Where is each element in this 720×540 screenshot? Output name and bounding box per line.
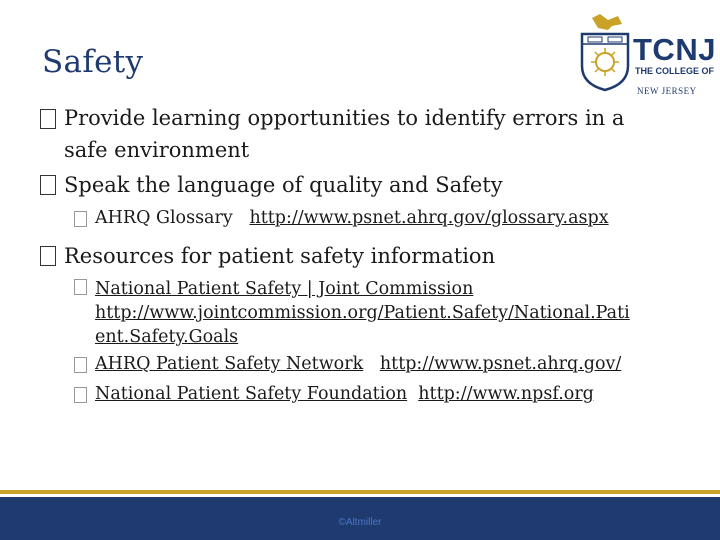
resource-link[interactable]: http://www.psnet.ahrq.gov/ [379,354,622,374]
logo-subtitle: THE COLLEGE OF [635,66,715,76]
bullet-item [40,102,700,166]
sub-bullet-item [40,203,700,233]
bullet-box-icon [74,387,87,403]
resource-label[interactable]: AHRQ Patient Safety Network [95,354,364,374]
logo-wordmark: TCNJ [633,32,716,67]
sub-bullet-item [40,274,700,349]
sub-bullet-item [40,379,700,409]
sub-bullet-item [40,349,700,379]
resource-label: AHRQ Glossary [95,208,233,228]
resource-label[interactable]: National Patient Safety Foundation [95,384,408,404]
bullet-text: Resources for patient safety information [64,244,496,268]
resource-link[interactable]: http://www.npsf.org [418,384,594,404]
resource-link[interactable]: http://www.jointcommission.org/Patient.Safety/National.Pati [95,303,630,323]
bullet-box-icon [74,279,87,295]
bullet-text: Speak the language of quality and Safety [64,173,503,197]
resource-label[interactable]: National Patient Safety | Joint Commission [95,279,474,299]
slide-title: Safety [42,44,144,80]
footer-divider [0,490,720,494]
tcnj-logo [578,14,716,96]
resource-link-continued[interactable]: ent.Safety.Goals [95,327,239,347]
slide-body [40,102,700,409]
bullet-box-icon [40,175,56,195]
bullet-item [40,239,700,274]
bullet-item [40,168,700,203]
resource-link[interactable]: http://www.psnet.ahrq.gov/glossary.aspx [249,208,609,228]
bullet-text-continued: safe environment [64,138,250,162]
logo-subtitle-2: NEW JERSEY [637,86,697,96]
footer-credit: ©Altmiller [338,517,382,528]
bullet-box-icon [74,211,87,227]
bullet-box-icon [40,246,56,266]
bullet-box-icon [40,109,56,129]
crest-icon [578,14,632,92]
bullet-box-icon [74,357,87,373]
bullet-text: Provide learning opportunities to identify errors in a [64,106,625,130]
